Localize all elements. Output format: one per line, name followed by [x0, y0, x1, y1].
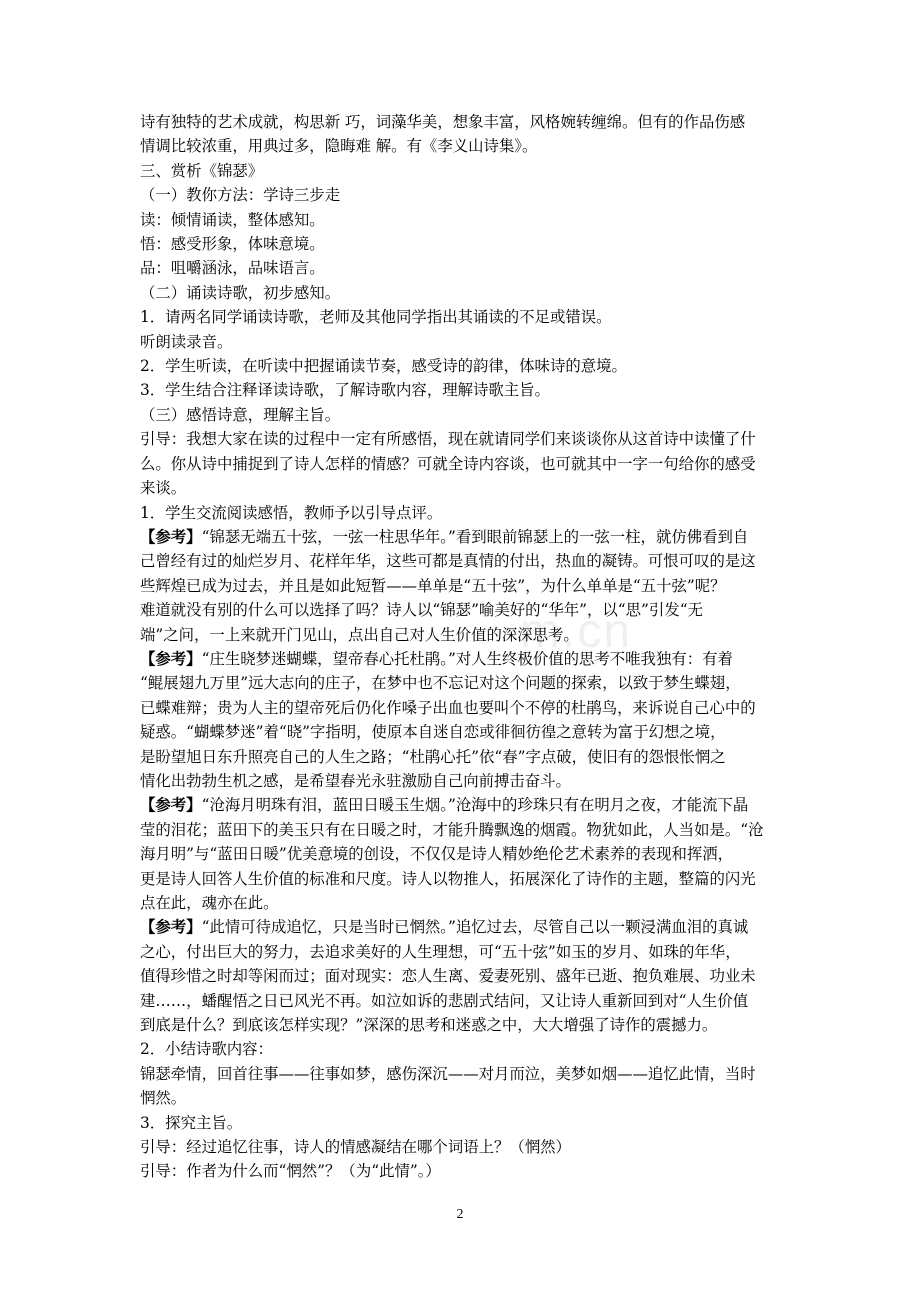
- reference-label: 【参考】: [140, 796, 202, 815]
- text-line: 悟：感受形象，体味意境。: [140, 235, 325, 254]
- text-line: 端”之问，一上来就开门见山，点出自己对人生价值的深深思考。: [140, 625, 579, 644]
- text-line: 情化出勃勃生机之感，是希望春光永驻激励自己向前搏击奋斗。: [140, 771, 571, 790]
- reference-label: 【参考】: [140, 527, 202, 546]
- text-line: 点在此，魂亦在此。: [140, 894, 279, 912]
- text-line: 2．小结诗歌内容：: [140, 1040, 273, 1059]
- reference-label: 【参考】: [140, 918, 202, 937]
- text-line: 己曾经有过的灿烂岁月、花样年华，这些可都是真情的付出，热血的凝铸。可恨可叹的是这: [140, 552, 756, 571]
- subsection-heading: （一）教你方法：学诗三步走: [140, 186, 341, 205]
- text-line: 海月明”与“蓝田日暖”优美意境的创设，不仅仅是诗人精妙绝伦艺术素养的表现和挥洒，: [140, 845, 734, 864]
- text-line: “鲲展翅九万里”远大志向的庄子，在梦中也不忘记对这个问题的探索，以致于梦生蝶翅，: [140, 674, 741, 693]
- watermark: m.cn: [520, 605, 633, 658]
- reference-text: “锦瑟无端五十弦，一弦一柱思华年。”看到眼前锦瑟上的一弦一柱，就仿佛看到自: [201, 527, 749, 546]
- text-line: 莹的泪花；蓝田下的美玉只有在日暖之时，才能升腾飘逸的烟霞。物犹如此，人当如是。“沧: [140, 820, 764, 839]
- text-line: 引导：我想大家在读的过程中一定有所感悟，现在就请同学们来谈谈你从这首诗中读懂了什: [140, 430, 756, 449]
- reference-line: [140, 525, 784, 549]
- text-line: 听朗读录音。: [140, 332, 233, 351]
- text-line: 3．学生结合注释译读诗歌，了解诗歌内容，理解诗歌主旨。: [140, 381, 550, 400]
- text-line: 值得珍惜之时却等闲而过；面对现实：恋人生离、爱妻死别、盛年已逝、抱负难展、功业未: [140, 967, 756, 986]
- text-line: 惘然。: [140, 1089, 187, 1108]
- reference-label: 【参考】: [140, 649, 202, 668]
- text-line: 是盼望旭日东升照亮自己的人生之路；“杜鹃心托”依“春”字点破，使旧有的怨恨怅惘之: [140, 747, 726, 766]
- text-line: 些辉煌已成为过去，并且是如此短暂——单单是“五十弦”，为什么单单是“五十弦”呢？: [140, 576, 726, 595]
- text-line: 诗有独特的艺术成就，构思新 巧，词藻华美，想象丰富，风格婉转缠绵。但有的作品伤感: [140, 113, 746, 131]
- reference-text: “沧海月明珠有泪，蓝田日暖玉生烟。”沧海中的珍珠只有在明月之夜，才能流下晶: [201, 796, 749, 815]
- text-line: 难道就没有别的什么可以选择了吗？诗人以“锦瑟”喻美好的“华年”，以“思”引发“无: [140, 601, 703, 620]
- text-line: 来谈。: [140, 479, 187, 498]
- text-line: 1．学生交流阅读感悟，教师予以引导点评。: [140, 503, 443, 522]
- subsection-heading: （二）诵读诗歌，初步感知。: [140, 283, 341, 302]
- text-line: 更是诗人回答人生价值的标准和尺度。诗人以物推人，拓展深化了诗作的主题，整篇的闪光: [140, 869, 756, 888]
- reference-line: [140, 647, 784, 671]
- text-line: 读：倾情诵读，整体感知。: [140, 210, 325, 229]
- text-line: 3．探究主旨。: [140, 1113, 243, 1132]
- section-heading: 三、赏析《锦瑟》: [140, 161, 264, 180]
- reference-text: “此情可待成追忆，只是当时已惘然。”追忆过去，尽管自己以一颗浸满血泪的真诚: [201, 918, 749, 937]
- text-line: 已蝶难辩；贵为人主的望帝死后仍化作嗓子出血也要叫个不停的杜鹃鸟，来诉说自己心中的: [140, 698, 756, 717]
- text-line: 2．学生听读，在听读中把握诵读节奏，感受诗的韵律，体味诗的意境。: [140, 357, 627, 376]
- text-line: 之心，付出巨大的努力，去追求美好的人生理想，可“五十弦”如玉的岁月、如珠的年华，: [140, 942, 741, 961]
- text-line: 锦瑟牵情，回首往事——往事如梦，感伤深沉——对月而泣，美梦如烟——追忆此情，当时: [140, 1064, 756, 1083]
- text-line: 引导：经过追忆往事，诗人的情感凝结在哪个词语上？（惘然）: [140, 1138, 571, 1157]
- page-number: 2: [456, 1207, 464, 1222]
- subsection-heading: （三）感悟诗意，理解主旨。: [140, 405, 341, 424]
- text-line: 引导：作者为什么而“惘然”？（为“此情”。）: [140, 1162, 441, 1181]
- text-line: 疑惑。“蝴蝶梦迷”着“晓”字指明，使原本自迷自恋或徘徊彷徨之意转为富于幻想之境，: [140, 723, 726, 742]
- text-line: 1．请两名同学诵读诗歌，老师及其他同学指出其诵读的不足或错误。: [140, 308, 612, 327]
- reference-text: “庄生晓梦迷蝴蝶，望帝春心托杜鹃。”对人生终极价值的思考不唯我独有：有着: [201, 649, 733, 668]
- text-line: 到底是什么？到底该怎样实现？”深深的思考和迷惑之中，大大增强了诗作的震撼力。: [140, 1016, 718, 1035]
- document-body: [140, 110, 784, 1184]
- text-line: 品：咀嚼涵泳，品味语言。: [140, 259, 325, 278]
- text-line: 情调比较浓重，用典过多，隐晦难 解。有《李义山诗集》。: [140, 137, 538, 156]
- text-line: 建……，蟠醒悟之日已风光不再。如泣如诉的悲剧式结问，又让诗人重新回到对“人生价值: [140, 991, 749, 1010]
- reference-line: [140, 793, 784, 817]
- text-line: 么。你从诗中捕捉到了诗人怎样的情感？可就全诗内容谈，也可就其中一字一句给你的感受: [140, 454, 756, 473]
- reference-line: [140, 915, 784, 939]
